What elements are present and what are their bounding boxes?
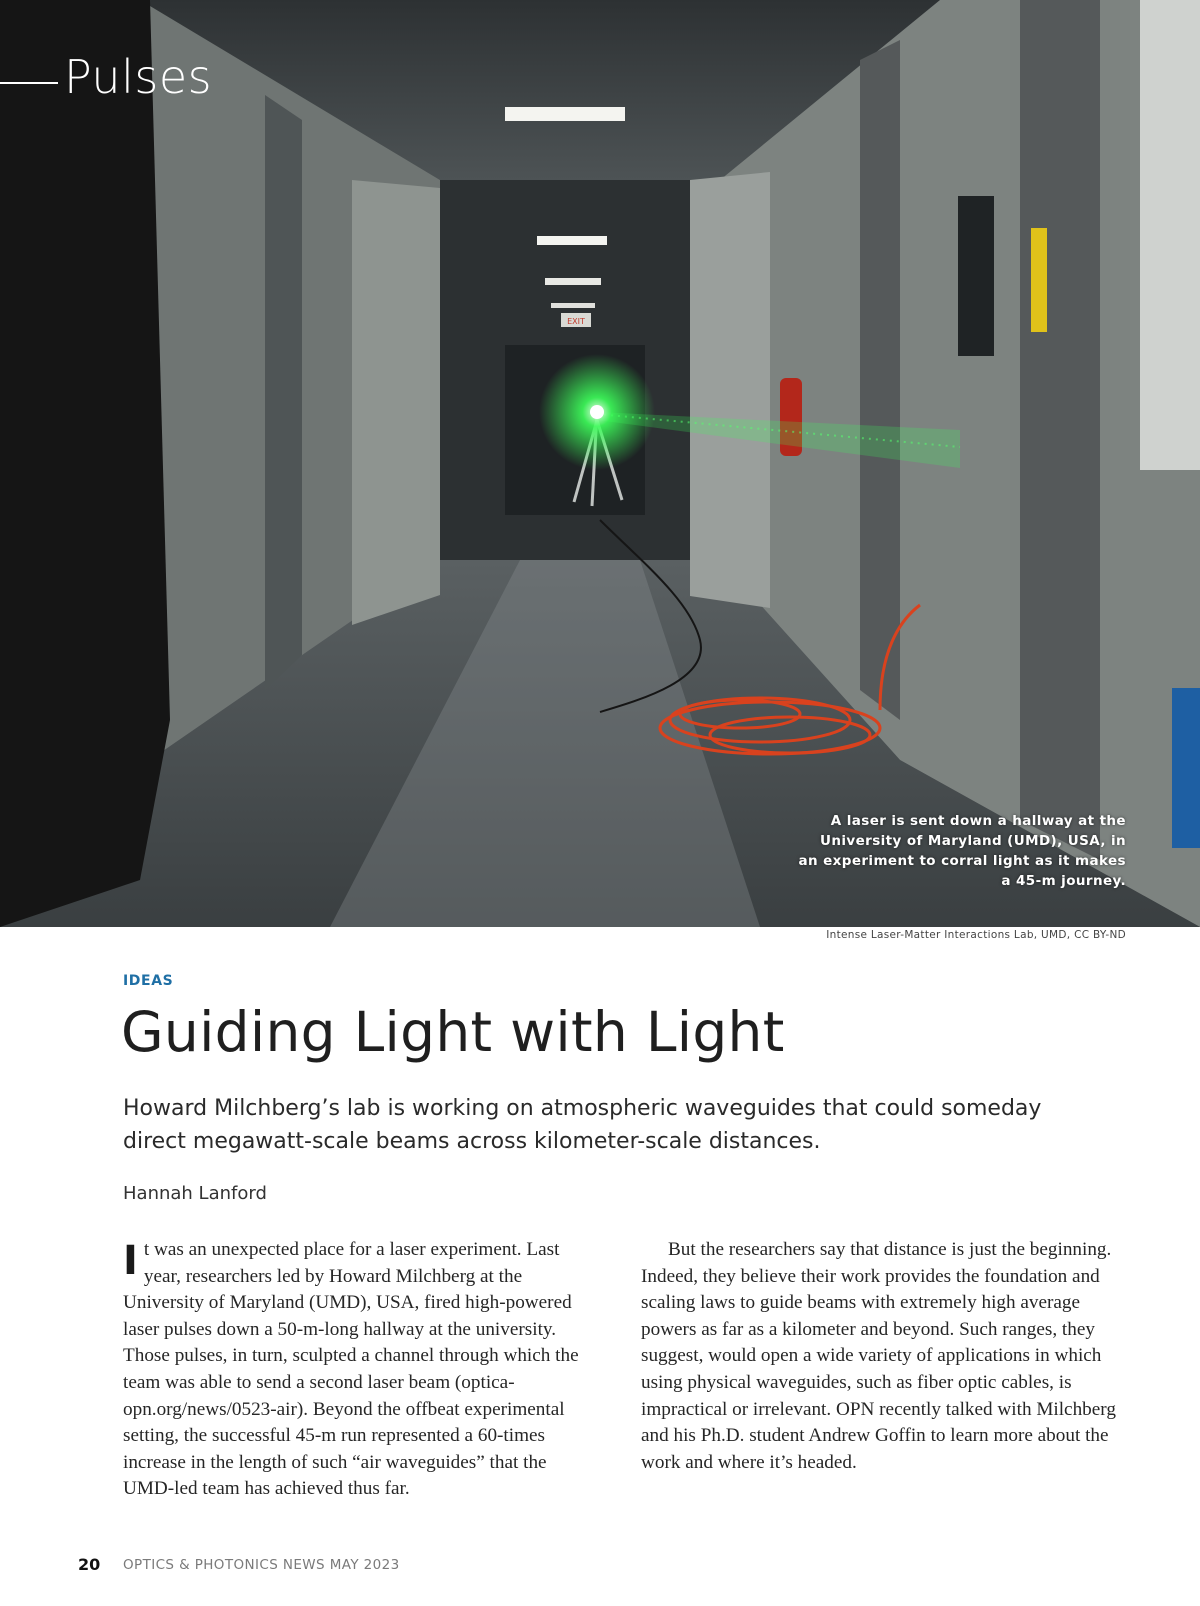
body-column-left (123, 1237, 601, 1503)
section-label: Pulses (64, 50, 213, 104)
body-column-right: But the researchers say that distance is just the beginning. Indeed, they believe their work provides the foundation and scaling laws to guide beams with extremely high average powers as far as a kilometer and beyond. Such ranges, they suggest, would open a wide variety of applications in which using physical waveguides, such as fiber optic cables, is impractical or irrelevant. OPN recently talked with Milchberg and his Ph.D. student Andrew Goffin to learn more about the work and where it’s headed. (641, 1239, 1116, 1473)
ceiling-light (537, 236, 607, 245)
publication-footer: OPTICS & PHOTONICS NEWS MAY 2023 (123, 1557, 400, 1573)
ceiling-light (505, 107, 625, 121)
posted-notices (1140, 0, 1200, 470)
photo-credit: Intense Laser-Matter Interactions Lab, UMD, CC BY-ND (826, 929, 1126, 941)
left-partition (352, 180, 440, 625)
drop-cap: I (123, 1238, 138, 1284)
right-door (1020, 0, 1100, 860)
article-headline: Guiding Light with Light (121, 1000, 785, 1064)
laser-spot (590, 405, 604, 419)
photo-caption: A laser is sent down a hallway at the University of Maryland (UMD), USA, in an experiment to corral light as it makes a 45-m journey. (798, 813, 1126, 889)
article-kicker: IDEAS (123, 973, 174, 989)
right-partition (690, 172, 770, 608)
ceiling-light (551, 303, 595, 308)
blue-bin (1172, 688, 1200, 848)
article-dek: Howard Milchberg’s lab is working on atmospheric waveguides that could someday direct megawatt-scale beams across kilometer-scale distances. (123, 1096, 1042, 1154)
ceiling-light (545, 278, 601, 285)
section-rule (0, 82, 58, 84)
right-door (860, 40, 900, 720)
article-byline: Hannah Lanford (123, 1183, 267, 1204)
body-paragraph-left: t was an unexpected place for a laser experiment. Last year, researchers led by Howard Milchberg at the University of Maryland (UMD), USA, fired high-powered laser pulses down a 50-m-long hallway at the university. Those pulses, in turn, sculpted a channel through which the team was able to send a second laser beam (optica-opn.org/news/0523-air). Beyond the offbeat experimental setting, the successful 45-m run represented a 60-times increase in the length of such “air waveguides” that the UMD-led team has achieved thus far. (123, 1239, 579, 1500)
exit-sign-text: EXIT (567, 317, 585, 326)
framed-sign (958, 196, 994, 356)
page-number: 20 (78, 1555, 101, 1574)
black-curtain (0, 0, 170, 927)
warning-sign (1031, 228, 1047, 332)
left-door (265, 95, 302, 690)
